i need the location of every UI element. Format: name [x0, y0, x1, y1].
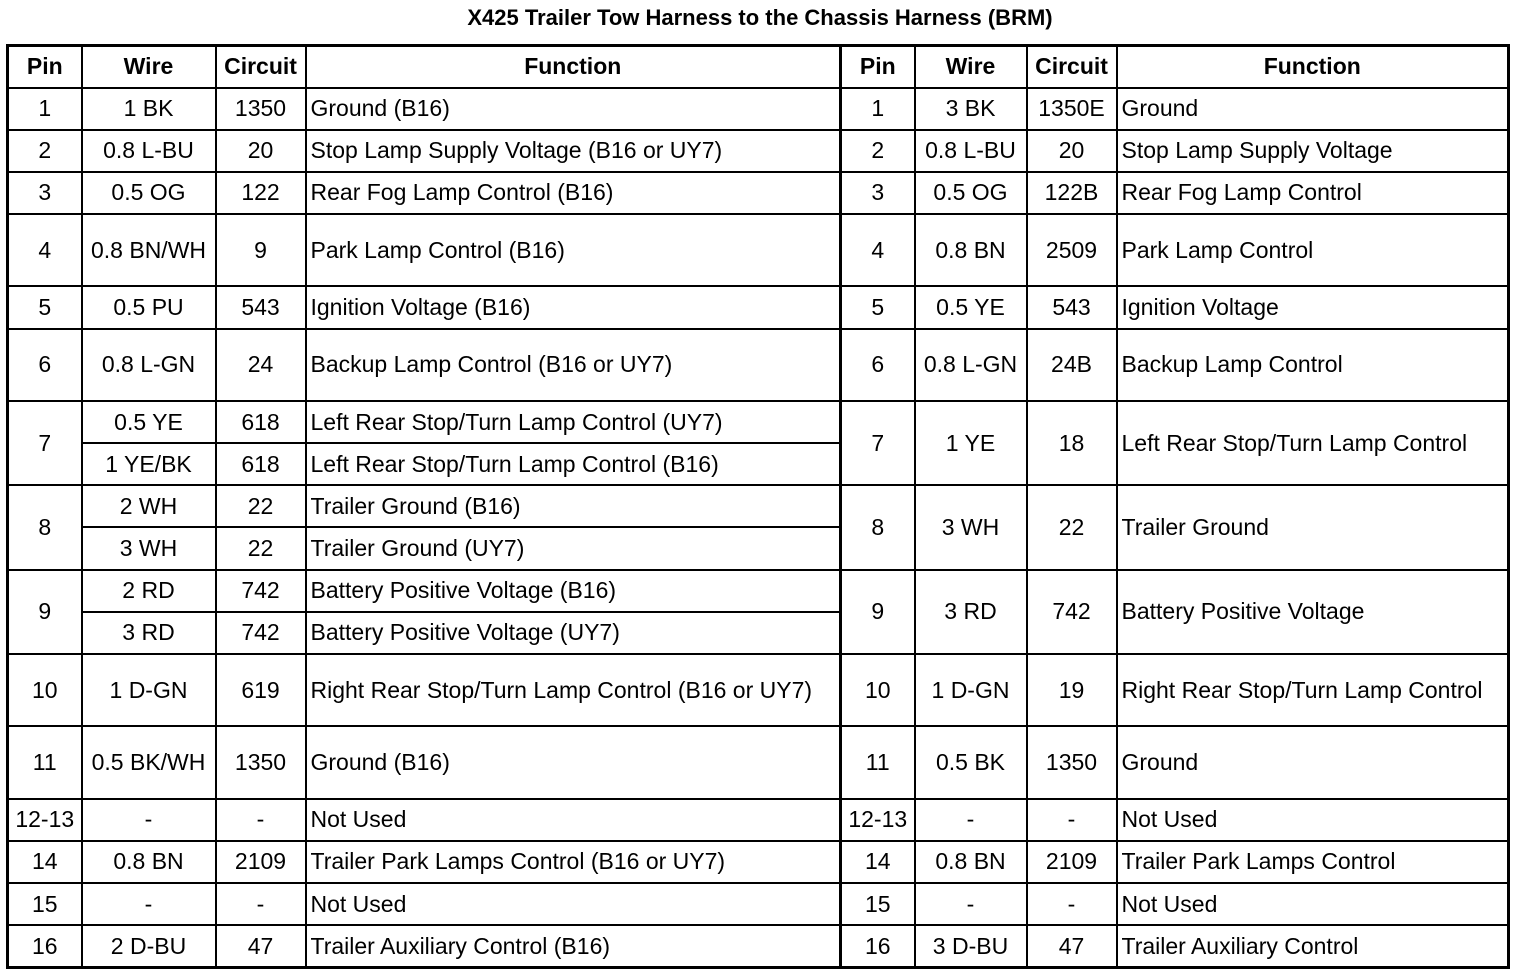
- pin-cell: 2: [8, 130, 82, 172]
- wire-cell: 0.8 BN: [915, 214, 1027, 286]
- function-cell: Trailer Auxiliary Control (B16): [306, 925, 841, 967]
- header-circuit: Circuit: [1027, 46, 1117, 88]
- wire-cell: 1 BK: [82, 88, 216, 130]
- circuit-cell: -: [1027, 883, 1117, 925]
- wire-cell: 3 D-BU: [915, 925, 1027, 967]
- pin-cell: 9: [8, 570, 82, 654]
- pin-cell: 6: [8, 329, 82, 401]
- table-row: [8, 130, 1509, 172]
- function-cell: Battery Positive Voltage (B16): [306, 570, 841, 612]
- circuit-cell: 20: [1027, 130, 1117, 172]
- circuit-cell: 47: [216, 925, 306, 967]
- table-row: [8, 925, 1509, 967]
- table-row: [8, 214, 1509, 286]
- function-cell: Trailer Ground (B16): [306, 485, 841, 527]
- pin-cell: 10: [841, 654, 915, 726]
- header-row: [8, 46, 1509, 88]
- wire-cell: 0.5 YE: [915, 286, 1027, 328]
- circuit-cell: 24: [216, 329, 306, 401]
- wire-cell: 3 BK: [915, 88, 1027, 130]
- page-title: X425 Trailer Tow Harness to the Chassis Harness (BRM): [467, 5, 1053, 30]
- circuit-cell: 1350: [216, 726, 306, 798]
- circuit-cell: 9: [216, 214, 306, 286]
- header-circuit: Circuit: [216, 46, 306, 88]
- circuit-cell: 1350: [1027, 726, 1117, 798]
- circuit-cell: 1350: [216, 88, 306, 130]
- wire-cell: 0.8 L-GN: [915, 329, 1027, 401]
- wire-cell: 1 YE/BK: [82, 443, 216, 485]
- function-cell: Stop Lamp Supply Voltage (B16 or UY7): [306, 130, 841, 172]
- circuit-cell: 619: [216, 654, 306, 726]
- table-row: [8, 88, 1509, 130]
- pin-cell: 1: [8, 88, 82, 130]
- wire-cell: 1 D-GN: [82, 654, 216, 726]
- connector-table: [6, 44, 1510, 969]
- circuit-cell: 122: [216, 172, 306, 214]
- function-cell: Trailer Ground: [1117, 485, 1509, 569]
- circuit-cell: 1350E: [1027, 88, 1117, 130]
- header-function: Function: [306, 46, 841, 88]
- circuit-cell: 742: [216, 570, 306, 612]
- function-cell: Ground: [1117, 726, 1509, 798]
- function-cell: Left Rear Stop/Turn Lamp Control: [1117, 401, 1509, 485]
- table-row: [8, 172, 1509, 214]
- circuit-cell: 618: [216, 443, 306, 485]
- pin-cell: 2: [841, 130, 915, 172]
- wire-cell: 0.5 BK/WH: [82, 726, 216, 798]
- pin-cell: 4: [841, 214, 915, 286]
- pin-cell: 5: [8, 286, 82, 328]
- function-cell: Trailer Park Lamps Control (B16 or UY7): [306, 841, 841, 883]
- pin-cell: 12-13: [841, 799, 915, 841]
- circuit-cell: 2109: [1027, 841, 1117, 883]
- wire-cell: 0.5 OG: [915, 172, 1027, 214]
- circuit-cell: 18: [1027, 401, 1117, 485]
- pin-cell: 3: [841, 172, 915, 214]
- pin-cell: 9: [841, 570, 915, 654]
- function-cell: Ground: [1117, 88, 1509, 130]
- pin-cell: 14: [8, 841, 82, 883]
- pin-cell: 7: [8, 401, 82, 485]
- table-row: [8, 286, 1509, 328]
- function-cell: Not Used: [1117, 883, 1509, 925]
- pin-cell: 5: [841, 286, 915, 328]
- circuit-cell: 618: [216, 401, 306, 443]
- table-row: [8, 401, 1509, 443]
- table-row: [8, 883, 1509, 925]
- table-row: [8, 654, 1509, 726]
- function-cell: Not Used: [1117, 799, 1509, 841]
- header-wire: Wire: [82, 46, 216, 88]
- circuit-cell: 22: [216, 527, 306, 569]
- pin-cell: 11: [841, 726, 915, 798]
- wire-cell: -: [915, 883, 1027, 925]
- wire-cell: 1 D-GN: [915, 654, 1027, 726]
- circuit-cell: -: [216, 799, 306, 841]
- function-cell: Ignition Voltage: [1117, 286, 1509, 328]
- pin-cell: 10: [8, 654, 82, 726]
- function-cell: Trailer Park Lamps Control: [1117, 841, 1509, 883]
- function-cell: Left Rear Stop/Turn Lamp Control (UY7): [306, 401, 841, 443]
- wire-cell: 2 WH: [82, 485, 216, 527]
- table-row: [8, 799, 1509, 841]
- wire-cell: 0.8 L-BU: [915, 130, 1027, 172]
- circuit-cell: 543: [1027, 286, 1117, 328]
- circuit-cell: 22: [1027, 485, 1117, 569]
- function-cell: Ground (B16): [306, 726, 841, 798]
- pin-cell: 12-13: [8, 799, 82, 841]
- wire-cell: 0.5 BK: [915, 726, 1027, 798]
- pin-cell: 8: [841, 485, 915, 569]
- function-cell: Ignition Voltage (B16): [306, 286, 841, 328]
- wire-cell: 0.5 OG: [82, 172, 216, 214]
- pin-cell: 15: [841, 883, 915, 925]
- function-cell: Ground (B16): [306, 88, 841, 130]
- table-row: [8, 329, 1509, 401]
- pin-cell: 16: [841, 925, 915, 967]
- wire-cell: 0.5 PU: [82, 286, 216, 328]
- circuit-cell: 122B: [1027, 172, 1117, 214]
- function-cell: Stop Lamp Supply Voltage: [1117, 130, 1509, 172]
- wire-cell: 3 WH: [915, 485, 1027, 569]
- wire-cell: 3 RD: [82, 612, 216, 654]
- function-cell: Rear Fog Lamp Control: [1117, 172, 1509, 214]
- wire-cell: 1 YE: [915, 401, 1027, 485]
- function-cell: Not Used: [306, 799, 841, 841]
- circuit-cell: -: [216, 883, 306, 925]
- header-pin: Pin: [841, 46, 915, 88]
- wire-cell: 2 D-BU: [82, 925, 216, 967]
- function-cell: Battery Positive Voltage: [1117, 570, 1509, 654]
- function-cell: Rear Fog Lamp Control (B16): [306, 172, 841, 214]
- table-row: [8, 726, 1509, 798]
- function-cell: Backup Lamp Control (B16 or UY7): [306, 329, 841, 401]
- pin-cell: 8: [8, 485, 82, 569]
- function-cell: Trailer Ground (UY7): [306, 527, 841, 569]
- function-cell: Battery Positive Voltage (UY7): [306, 612, 841, 654]
- header-pin: Pin: [8, 46, 82, 88]
- wire-cell: 0.8 L-BU: [82, 130, 216, 172]
- pin-cell: 14: [841, 841, 915, 883]
- pin-cell: 4: [8, 214, 82, 286]
- table-row: [8, 570, 1509, 612]
- wire-cell: -: [82, 883, 216, 925]
- wire-cell: -: [915, 799, 1027, 841]
- wire-cell: 0.8 L-GN: [82, 329, 216, 401]
- wire-cell: 0.8 BN/WH: [82, 214, 216, 286]
- circuit-cell: 543: [216, 286, 306, 328]
- circuit-cell: 2509: [1027, 214, 1117, 286]
- pin-cell: 1: [841, 88, 915, 130]
- wire-cell: 0.5 YE: [82, 401, 216, 443]
- function-cell: Backup Lamp Control: [1117, 329, 1509, 401]
- wire-cell: 0.8 BN: [82, 841, 216, 883]
- wire-cell: 2 RD: [82, 570, 216, 612]
- circuit-cell: 19: [1027, 654, 1117, 726]
- function-cell: Park Lamp Control: [1117, 214, 1509, 286]
- circuit-cell: 2109: [216, 841, 306, 883]
- function-cell: Left Rear Stop/Turn Lamp Control (B16): [306, 443, 841, 485]
- circuit-cell: -: [1027, 799, 1117, 841]
- circuit-cell: 22: [216, 485, 306, 527]
- function-cell: Right Rear Stop/Turn Lamp Control: [1117, 654, 1509, 726]
- function-cell: Trailer Auxiliary Control: [1117, 925, 1509, 967]
- function-cell: Right Rear Stop/Turn Lamp Control (B16 or UY7): [306, 654, 841, 726]
- pin-cell: 7: [841, 401, 915, 485]
- header-function: Function: [1117, 46, 1509, 88]
- circuit-cell: 47: [1027, 925, 1117, 967]
- circuit-cell: 20: [216, 130, 306, 172]
- table-row: [8, 485, 1509, 527]
- pin-cell: 15: [8, 883, 82, 925]
- circuit-cell: 742: [216, 612, 306, 654]
- header-wire: Wire: [915, 46, 1027, 88]
- wire-cell: 3 RD: [915, 570, 1027, 654]
- function-cell: Park Lamp Control (B16): [306, 214, 841, 286]
- wire-cell: 3 WH: [82, 527, 216, 569]
- wire-cell: -: [82, 799, 216, 841]
- wire-cell: 0.8 BN: [915, 841, 1027, 883]
- circuit-cell: 742: [1027, 570, 1117, 654]
- pin-cell: 6: [841, 329, 915, 401]
- pin-cell: 11: [8, 726, 82, 798]
- table-row: [8, 841, 1509, 883]
- pin-cell: 16: [8, 925, 82, 967]
- pin-cell: 3: [8, 172, 82, 214]
- function-cell: Not Used: [306, 883, 841, 925]
- circuit-cell: 24B: [1027, 329, 1117, 401]
